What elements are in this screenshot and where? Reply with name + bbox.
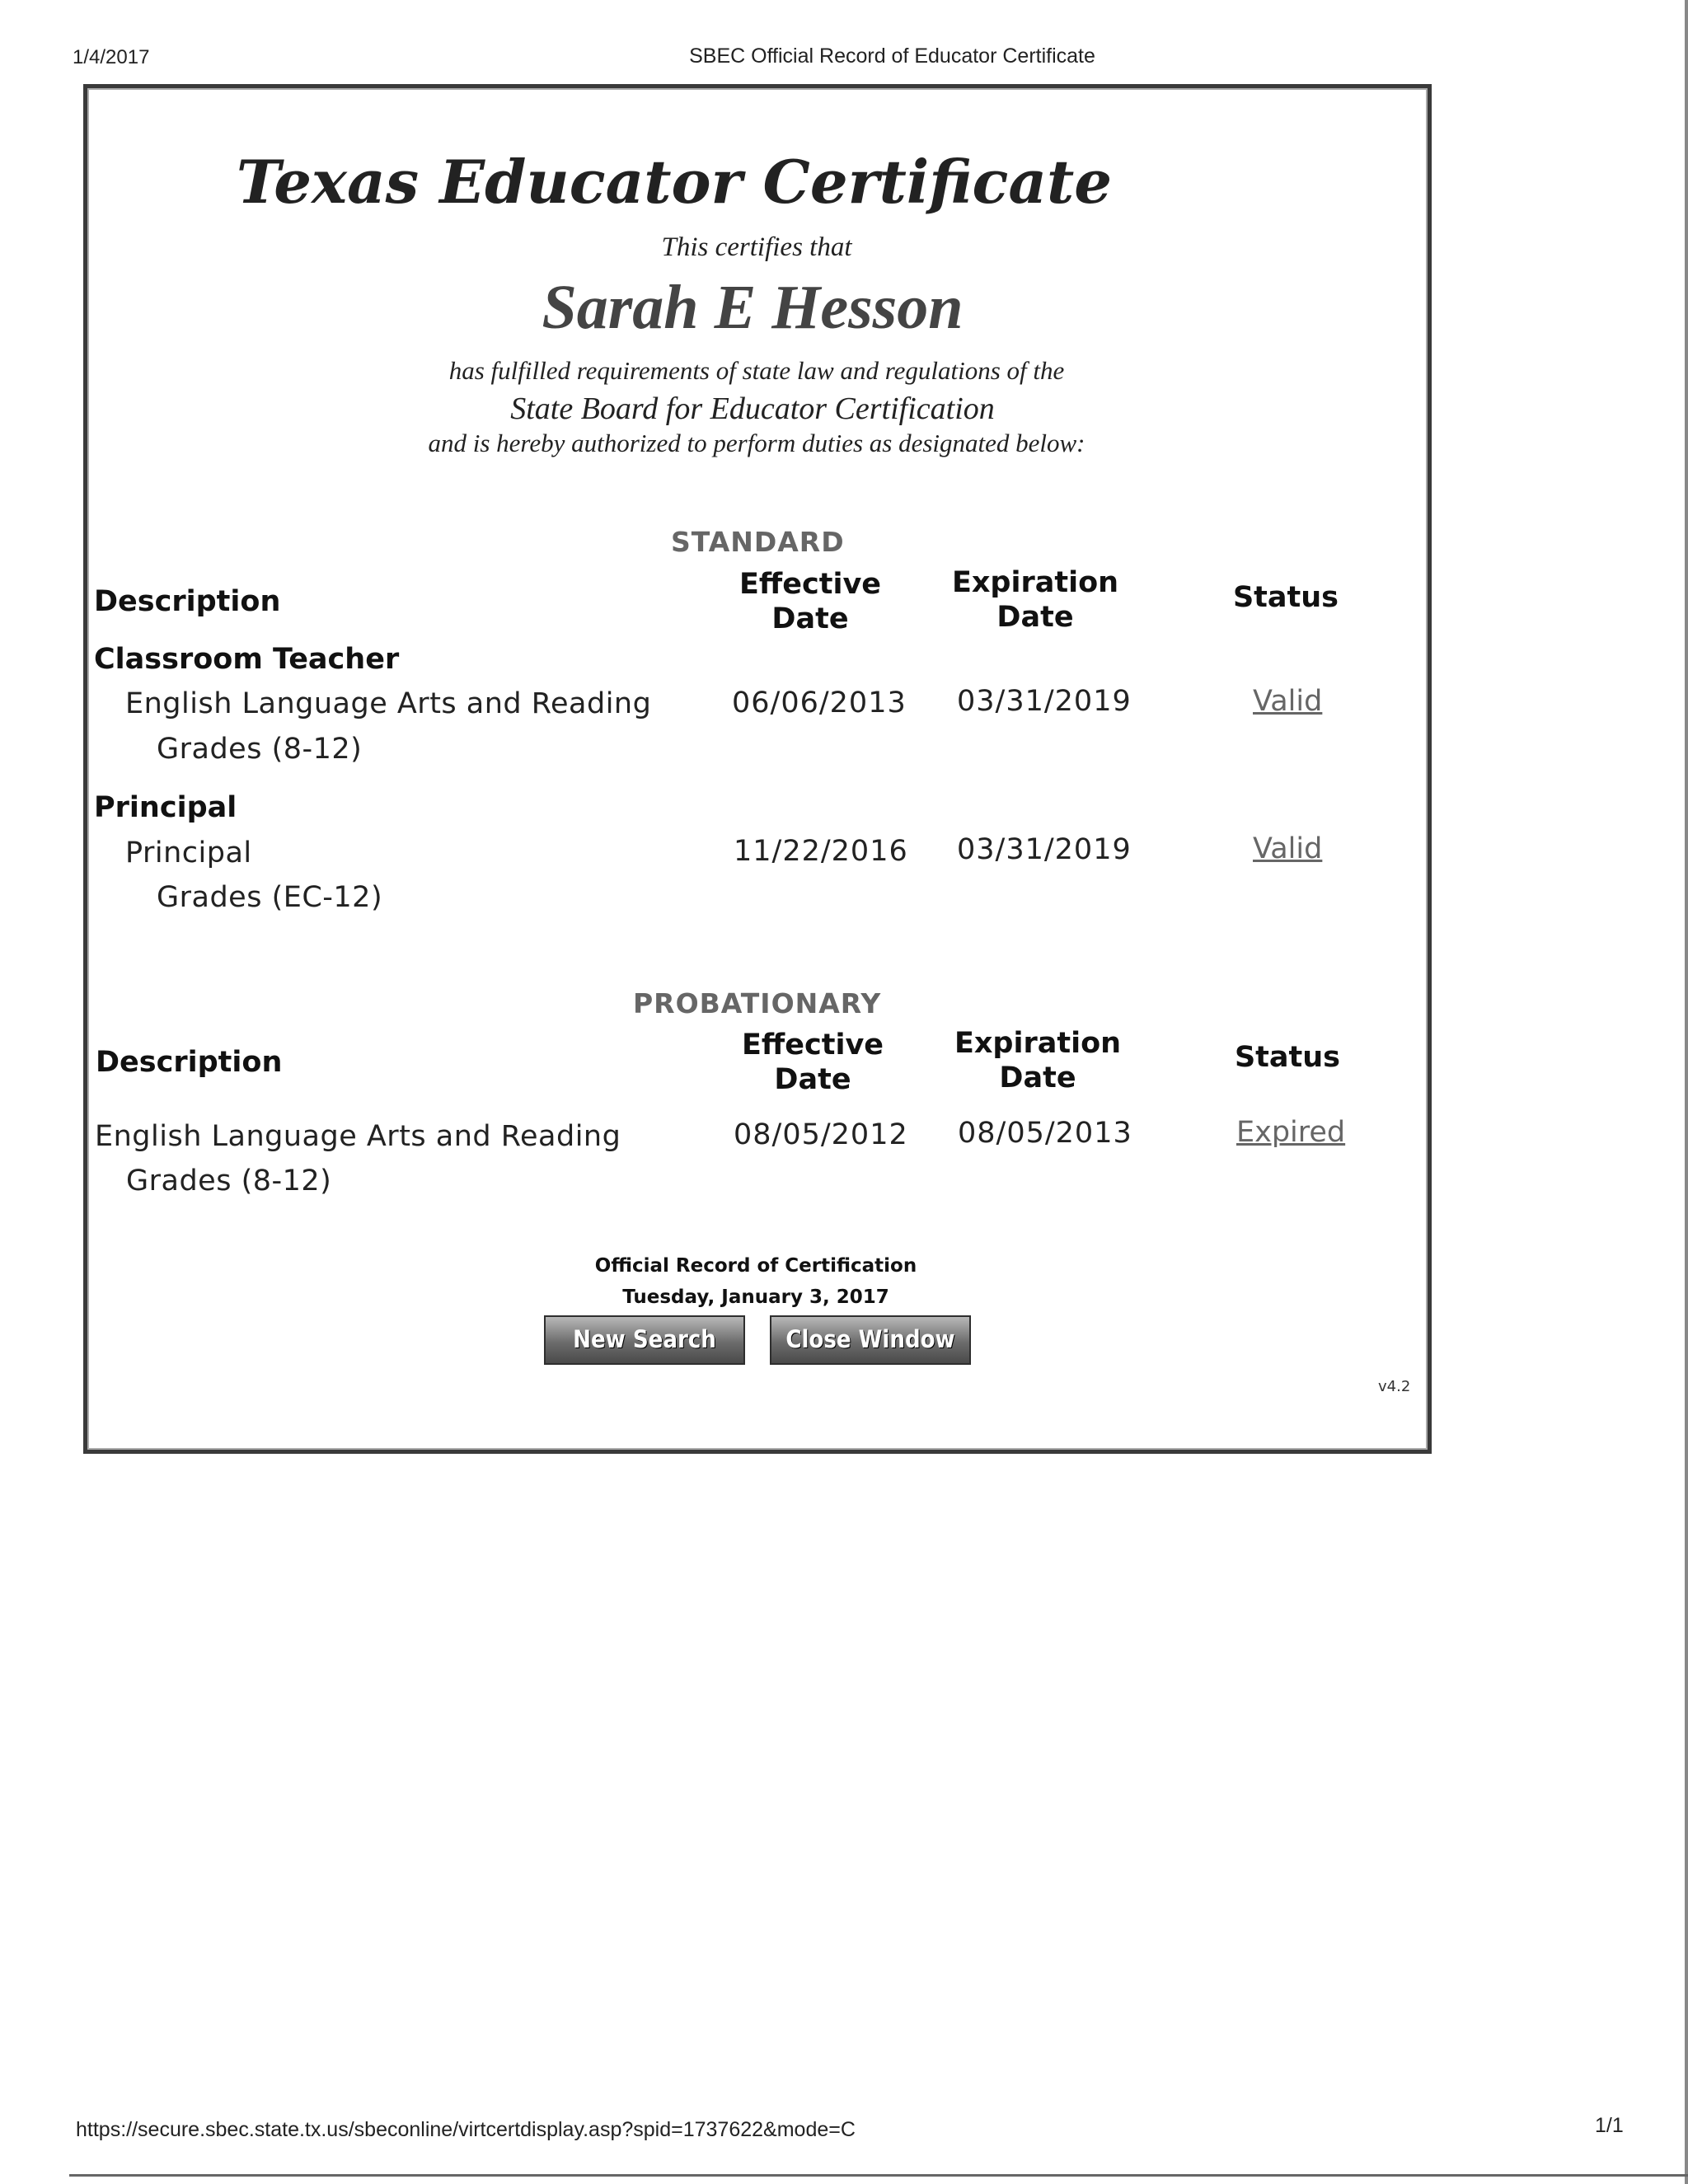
probationary-item-ela: English Language Arts and Reading bbox=[95, 1120, 621, 1153]
close-window-button[interactable]: Close Window bbox=[770, 1315, 971, 1365]
standard-ela-effective-date: 06/06/2013 bbox=[732, 687, 907, 719]
probationary-description-header: Description bbox=[96, 1046, 283, 1079]
probationary-ela-effective-date: 08/05/2012 bbox=[734, 1118, 908, 1151]
probationary-ela-status-link[interactable]: Expired bbox=[1236, 1116, 1346, 1149]
standard-principal-status-link[interactable]: Valid bbox=[1253, 832, 1323, 865]
authorization-line: and is hereby authorized to perform duties as designated below: bbox=[428, 429, 1085, 457]
standard-ela-expiration-date: 03/31/2019 bbox=[957, 685, 1132, 718]
new-search-button[interactable]: New Search bbox=[544, 1315, 745, 1365]
standard-principal-expiration-date: 03/31/2019 bbox=[957, 833, 1132, 866]
effective-header-line2: Date bbox=[771, 602, 849, 635]
probationary-status-header: Status bbox=[1234, 1041, 1341, 1074]
standard-item-principal: Principal bbox=[125, 837, 252, 869]
probationary-item-ela-grades: Grades (8-12) bbox=[126, 1165, 332, 1197]
standard-ela-status-link[interactable]: Valid bbox=[1253, 685, 1323, 718]
standard-section-title: STANDARD bbox=[671, 526, 845, 558]
expiration-header-line1: Expiration bbox=[951, 566, 1119, 599]
probationary-section-title: PROBATIONARY bbox=[633, 987, 882, 1019]
expiration-header-line1: Expiration bbox=[954, 1027, 1122, 1060]
expiration-header-line2: Date bbox=[999, 1062, 1076, 1094]
footer-page-number: 1/1 bbox=[1595, 2114, 1624, 2137]
requirements-line: has fulfilled requirements of state law and regulations of the bbox=[448, 356, 1065, 385]
expiration-header-line2: Date bbox=[996, 601, 1074, 634]
official-record-date: Tuesday, January 3, 2017 bbox=[622, 1286, 889, 1308]
probationary-ela-expiration-date: 08/05/2013 bbox=[958, 1117, 1132, 1150]
probationary-expiration-header bbox=[943, 1026, 1132, 1095]
bottom-rule bbox=[69, 2174, 1688, 2177]
page-edge bbox=[1685, 0, 1688, 2184]
version-label: v4.2 bbox=[1378, 1378, 1411, 1395]
standard-expiration-header bbox=[940, 565, 1130, 635]
footer-url: https://secure.sbec.state.tx.us/sbeconline/virtcertdisplay.asp?spid=1737622&mode=C bbox=[76, 2118, 856, 2141]
effective-header-line1: Effective bbox=[738, 568, 882, 601]
certificate-title: Texas Educator Certificate bbox=[236, 147, 1113, 217]
probationary-effective-header bbox=[730, 1028, 895, 1097]
certifies-text: This certifies that bbox=[661, 232, 852, 262]
standard-item-ela-grades: Grades (8-12) bbox=[157, 733, 363, 766]
board-line: State Board for Educator Certification bbox=[510, 391, 995, 426]
print-date: 1/4/2017 bbox=[73, 46, 150, 68]
official-record-label: Official Record of Certification bbox=[594, 1255, 917, 1277]
effective-header-line2: Date bbox=[774, 1063, 851, 1096]
standard-item-ela: English Language Arts and Reading bbox=[125, 687, 652, 720]
standard-item-principal-grades: Grades (EC-12) bbox=[157, 881, 383, 914]
effective-header-line1: Effective bbox=[741, 1029, 884, 1062]
category-classroom-teacher: Classroom Teacher bbox=[94, 643, 400, 676]
holder-name: Sarah E Hesson bbox=[542, 273, 964, 342]
category-principal: Principal bbox=[94, 791, 237, 824]
standard-effective-header bbox=[728, 567, 893, 636]
print-page-title: SBEC Official Record of Educator Certificate bbox=[689, 45, 1095, 68]
standard-status-header: Status bbox=[1232, 581, 1339, 614]
standard-principal-effective-date: 11/22/2016 bbox=[734, 835, 908, 868]
standard-description-header: Description bbox=[94, 585, 281, 618]
